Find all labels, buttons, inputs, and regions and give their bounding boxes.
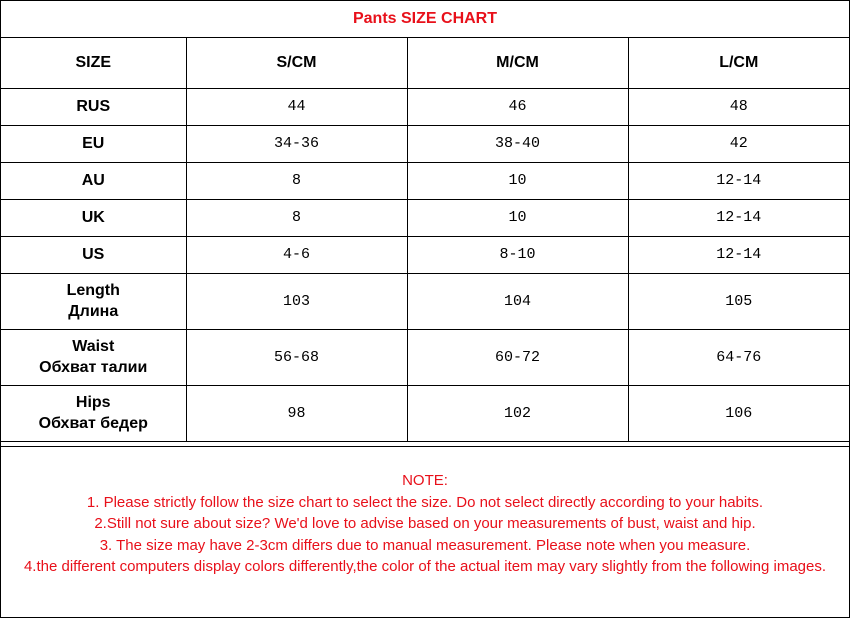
notes-section	[1, 446, 849, 618]
note-item: 1. Please strictly follow the size chart to select the size. Do not select directly according to your habits.	[86, 493, 764, 511]
note-heading: NOTE:	[402, 472, 448, 489]
cell-value: 38-40	[407, 125, 628, 162]
cell-value: 105	[628, 273, 849, 329]
cell-value: 103	[186, 273, 407, 329]
size-table	[1, 38, 849, 442]
row-label-ru: Длина	[68, 303, 119, 320]
table-row	[1, 385, 849, 441]
note-item: 2.Still not sure about size? We'd love to advise based on your measurements of bust, waist and hip.	[94, 515, 756, 532]
chart-title: Pants SIZE CHART	[1, 1, 849, 38]
row-label: EU	[1, 125, 186, 162]
cell-value: 56-68	[186, 329, 407, 385]
cell-value: 42	[628, 125, 849, 162]
cell-value: 4-6	[186, 236, 407, 273]
header-medium: M/CM	[407, 38, 628, 88]
row-label: UK	[1, 199, 186, 236]
cell-value: 10	[407, 162, 628, 199]
note-item: 3. The size may have 2-3cm differs due to manual measurement. Please note when you measure.	[99, 536, 751, 554]
header-size: SIZE	[1, 38, 186, 88]
cell-value: 48	[628, 88, 849, 125]
cell-value: 46	[407, 88, 628, 125]
row-label-en: Length	[66, 282, 120, 299]
row-label: RUS	[1, 88, 186, 125]
cell-value: 60-72	[407, 329, 628, 385]
cell-value: 8-10	[407, 236, 628, 273]
cell-value: 8	[186, 199, 407, 236]
cell-value: 64-76	[628, 329, 849, 385]
note-item: 4.the different computers display colors differently,the color of the actual item may vary slightly from the following images.	[23, 558, 827, 575]
table-row	[1, 236, 849, 273]
table-row	[1, 329, 849, 385]
cell-value: 10	[407, 199, 628, 236]
row-label: AU	[1, 162, 186, 199]
cell-value: 98	[186, 385, 407, 441]
table-row	[1, 88, 849, 125]
row-label-ru: Обхват бедер	[38, 415, 148, 432]
table-row	[1, 199, 849, 236]
row-label	[1, 329, 186, 385]
cell-value: 12-14	[628, 236, 849, 273]
table-row	[1, 273, 849, 329]
cell-value: 106	[628, 385, 849, 441]
row-label-ru: Обхват талии	[39, 359, 148, 376]
cell-value: 8	[186, 162, 407, 199]
row-label: US	[1, 236, 186, 273]
table-row	[1, 162, 849, 199]
header-small: S/CM	[186, 38, 407, 88]
row-label	[1, 385, 186, 441]
row-label-en: Waist	[72, 338, 115, 355]
row-label-en: Hips	[75, 394, 111, 411]
table-header-row	[1, 38, 849, 88]
header-large: L/CM	[628, 38, 849, 88]
cell-value: 44	[186, 88, 407, 125]
row-label	[1, 273, 186, 329]
cell-value: 12-14	[628, 199, 849, 236]
cell-value: 12-14	[628, 162, 849, 199]
table-row	[1, 125, 849, 162]
cell-value: 34-36	[186, 125, 407, 162]
cell-value: 104	[407, 273, 628, 329]
cell-value: 102	[407, 385, 628, 441]
